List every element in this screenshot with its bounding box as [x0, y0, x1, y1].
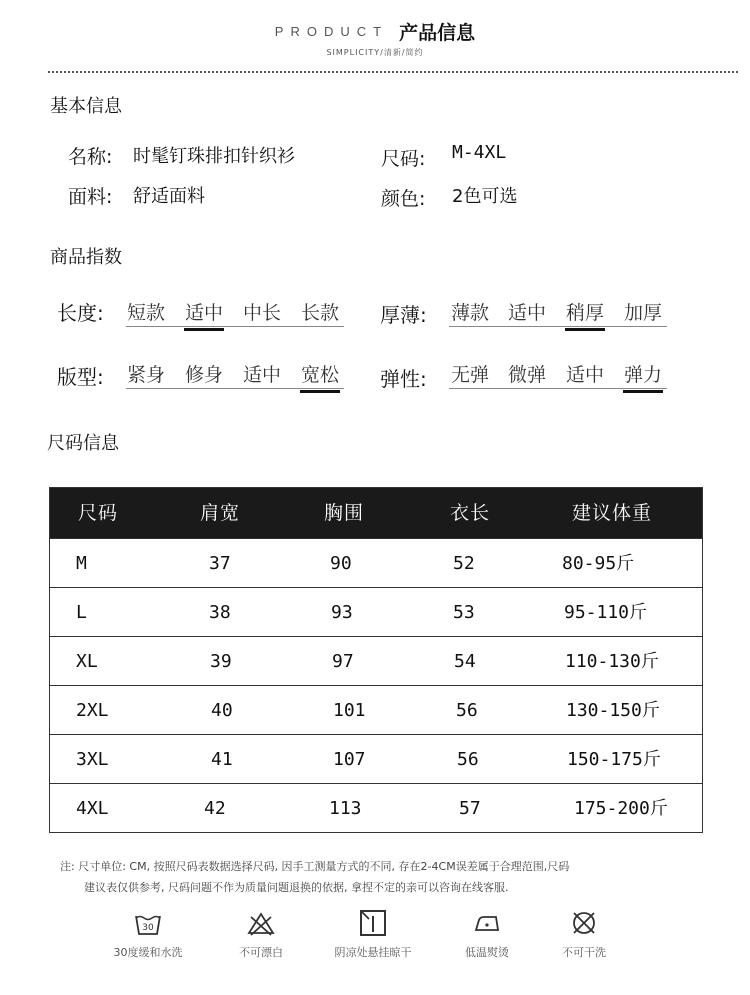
cell-length: 57: [459, 798, 481, 819]
care-label-wash: 30度缓和水洗: [113, 946, 183, 959]
no-bleach-icon: [246, 908, 276, 938]
fabric-label: 面料:: [68, 186, 113, 208]
cell-size: XL: [76, 651, 98, 672]
cell-chest: 107: [333, 749, 366, 770]
cell-shoulder: 40: [211, 700, 233, 721]
care-label-dry-shade: 阴凉处悬挂晾干: [334, 946, 412, 959]
elasticity-label: 弹性:: [380, 367, 427, 391]
header-weight: 建议体重: [572, 502, 653, 524]
cell-length: 56: [456, 700, 478, 721]
header-size: 尺码: [78, 502, 119, 524]
care-label-low-iron: 低温熨烫: [465, 946, 509, 959]
line-dry-shade-icon: [358, 908, 388, 938]
care-item-dry-shade: [318, 908, 428, 962]
color-label: 颜色:: [381, 188, 426, 210]
fit-label: 版型:: [57, 365, 104, 389]
table-row: [50, 685, 702, 734]
cell-chest: 97: [332, 651, 354, 672]
length-option-medium: 适中: [185, 298, 223, 325]
wash-30-icon: [133, 908, 163, 938]
thickness-option-thick: 加厚: [624, 302, 663, 324]
cell-weight: 150-175斤: [567, 749, 661, 770]
cell-length: 53: [453, 602, 475, 623]
cell-size: 2XL: [76, 700, 109, 721]
length-option-mid-long: 中长: [243, 302, 282, 324]
care-item-no-bleach: [206, 908, 316, 962]
length-label: 长度:: [57, 301, 104, 325]
table-row: [50, 538, 702, 587]
fit-option-tight: 紧身: [127, 364, 166, 386]
cell-length: 54: [454, 651, 476, 672]
size-info-title: 尺码信息: [47, 433, 119, 454]
care-item-no-dry-clean: [529, 908, 639, 962]
cell-chest: 90: [330, 553, 352, 574]
note-line-1: 注: 尺寸单位: CM, 按照尺码表数据选择尺码, 因手工测量方式的不同, 存在2-4CM误差属于合理范围,尺码: [60, 860, 570, 873]
thickness-scale-line: [449, 326, 667, 327]
cell-weight: 95-110斤: [564, 602, 648, 623]
length-scale-line: [126, 326, 344, 327]
cell-weight: 80-95斤: [562, 553, 635, 574]
low-iron-icon: [472, 908, 502, 938]
cell-shoulder: 39: [210, 651, 232, 672]
size-table-header: [50, 488, 702, 538]
length-option-short: 短款: [127, 302, 166, 324]
cell-chest: 101: [333, 700, 366, 721]
color-value: 2色可选: [452, 186, 518, 207]
thickness-option-thicker: 稍厚: [566, 298, 604, 325]
cell-weight: 175-200斤: [574, 798, 668, 819]
thickness-label: 厚薄:: [380, 303, 427, 327]
size-note: [60, 856, 720, 898]
header-chinese-title: 产品信息: [399, 22, 476, 44]
no-dry-clean-icon: [569, 908, 599, 938]
care-item-wash: [93, 908, 203, 962]
cell-size: 3XL: [76, 749, 109, 770]
basic-info-title: 基本信息: [50, 96, 122, 117]
product-index-title: 商品指数: [50, 247, 122, 268]
care-label-no-dry-clean: 不可干洗: [562, 946, 606, 959]
fit-option-slim: 修身: [185, 364, 224, 386]
table-row: [50, 587, 702, 636]
thickness-option-medium: 适中: [508, 302, 547, 324]
name-label: 名称:: [68, 146, 113, 168]
elasticity-option-stretch: 弹力: [624, 360, 662, 387]
table-row: [50, 636, 702, 685]
header-shoulder: 肩宽: [200, 502, 241, 524]
cell-shoulder: 41: [211, 749, 233, 770]
cell-shoulder: 42: [204, 798, 226, 819]
dotted-divider: [48, 71, 738, 73]
fabric-value: 舒适面料: [133, 186, 205, 207]
fit-option-loose: 宽松: [301, 360, 339, 387]
cell-length: 52: [453, 553, 475, 574]
cell-length: 56: [457, 749, 479, 770]
product-header: [0, 18, 750, 57]
cell-weight: 130-150斤: [566, 700, 660, 721]
elasticity-option-slight: 微弹: [508, 364, 547, 386]
care-item-low-iron: [432, 908, 542, 962]
cell-chest: 93: [331, 602, 353, 623]
note-line-2: 建议表仅供参考, 尺码问题不作为质量问题退换的依据, 拿捏不定的亲可以咨询在线客服.: [84, 881, 509, 894]
header-english-title: PRODUCT: [274, 24, 389, 39]
fit-scale-line: [126, 388, 344, 389]
elasticity-option-medium: 适中: [566, 364, 605, 386]
cell-shoulder: 38: [209, 602, 231, 623]
wash-temp-badge: 30: [142, 923, 154, 933]
header-chest: 胸围: [324, 502, 365, 524]
header-length: 衣长: [450, 502, 491, 524]
thickness-option-thin: 薄款: [451, 302, 490, 324]
length-option-long: 长款: [301, 302, 340, 324]
cell-size: M: [76, 553, 87, 574]
table-row: [50, 783, 702, 832]
size-label: 尺码:: [381, 148, 426, 170]
elasticity-option-none: 无弹: [451, 364, 490, 386]
cell-weight: 110-130斤: [565, 651, 659, 672]
cell-chest: 113: [329, 798, 362, 819]
elasticity-scale-line: [449, 388, 667, 389]
fit-option-regular: 适中: [243, 364, 282, 386]
header-subtitle: SIMPLICITY/清新/简约: [326, 48, 424, 57]
table-row: [50, 734, 702, 783]
cell-shoulder: 37: [209, 553, 231, 574]
name-value: 时髦钉珠排扣针织衫: [133, 146, 295, 167]
size-value: M-4XL: [452, 142, 507, 163]
size-table: [49, 487, 703, 833]
care-label-no-bleach: 不可漂白: [239, 946, 283, 959]
cell-size: 4XL: [76, 798, 109, 819]
cell-size: L: [76, 602, 87, 623]
